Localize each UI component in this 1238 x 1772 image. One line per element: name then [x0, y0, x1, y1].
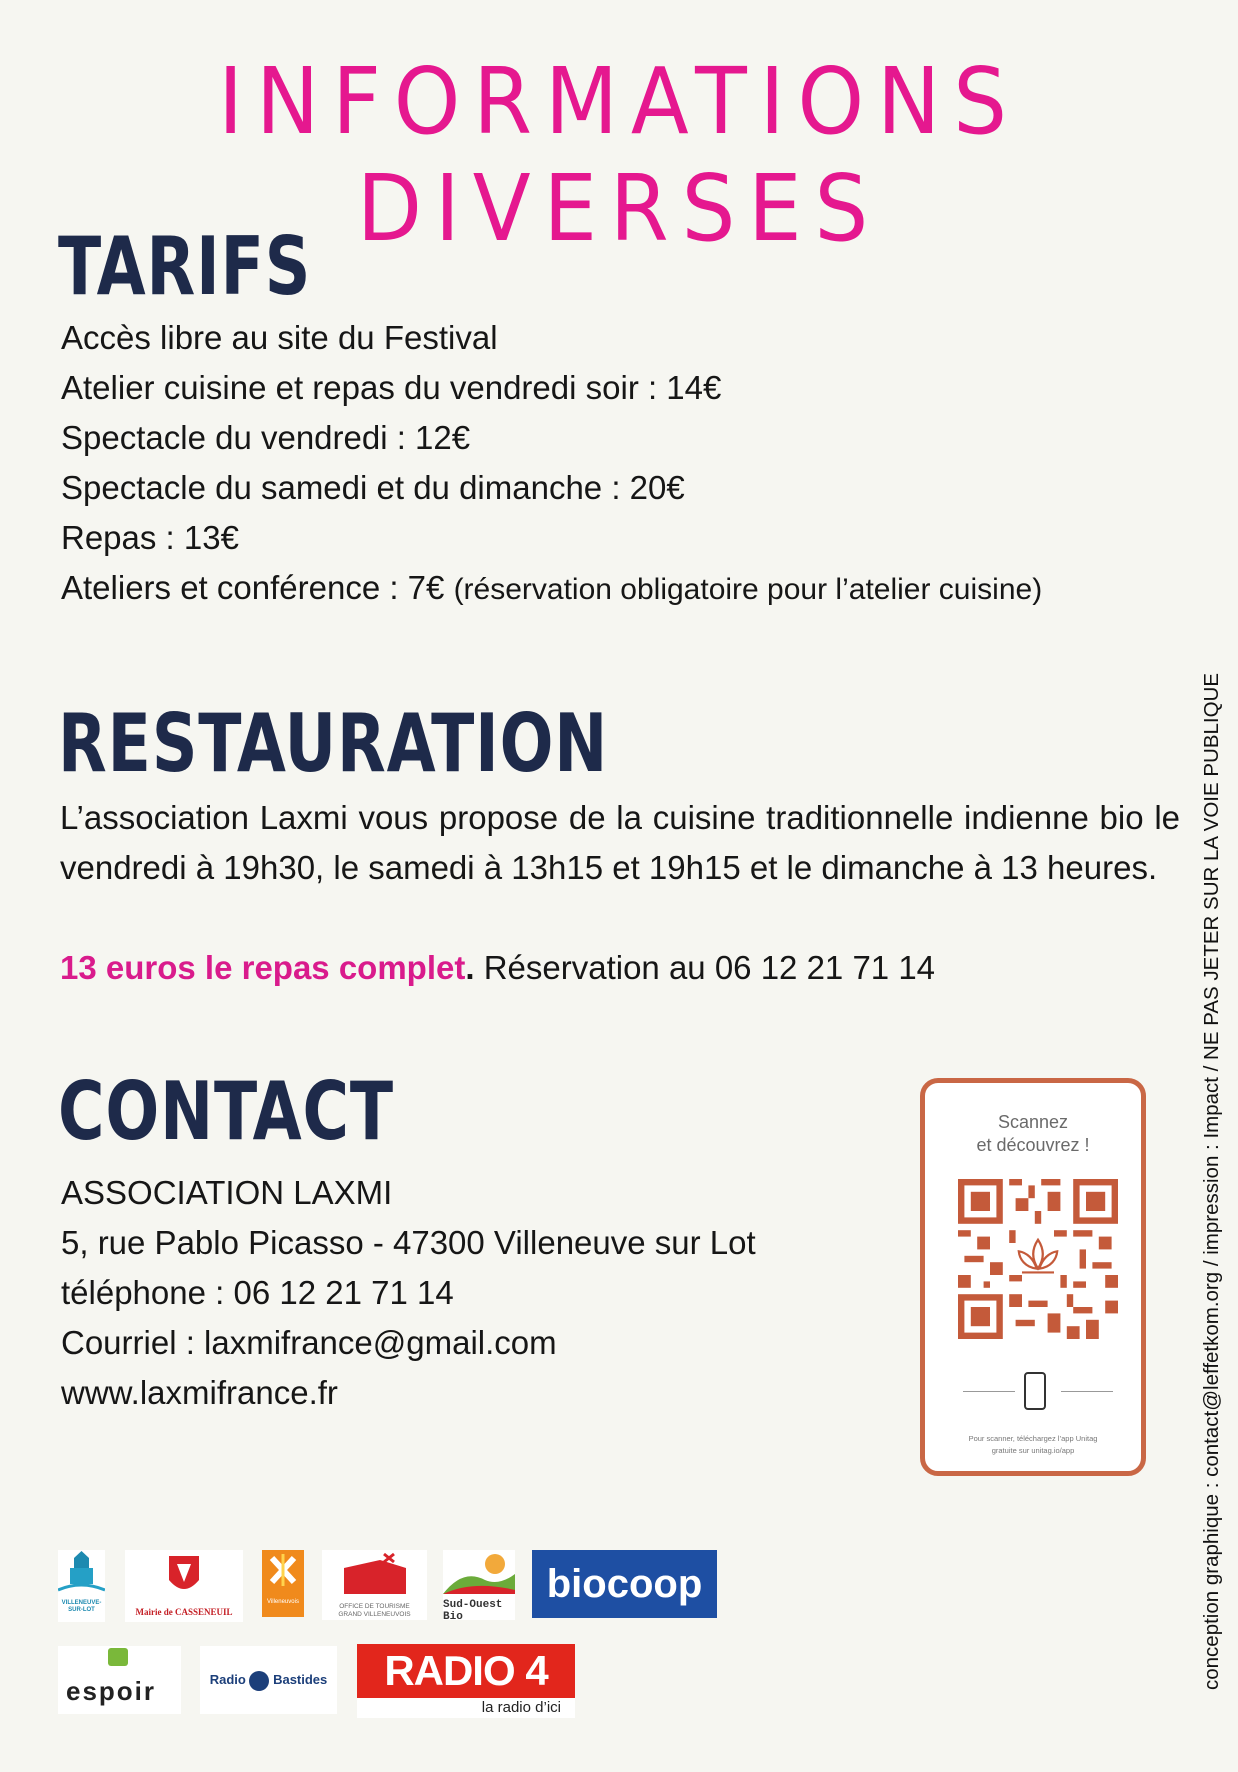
radio-bastides-word: Radio: [209, 1672, 246, 1687]
tarif-line: [61, 563, 1042, 615]
contact-address: 5, rue Pablo Picasso - 47300 Villeneuve sur Lot: [61, 1224, 756, 1261]
grand-villeneuvois-logo: [262, 1550, 304, 1617]
grand-villeneuvois-label: Villeneuvois: [267, 1599, 299, 1605]
contact-heading: CONTACT: [58, 1065, 394, 1158]
tarif-ateliers: Ateliers et conférence : 7€: [61, 569, 445, 606]
qr-card: [920, 1078, 1146, 1476]
price-highlight-end: .: [465, 949, 475, 986]
office-tourisme-label: [322, 1603, 427, 1619]
sud-ouest-bio-logo: [443, 1550, 515, 1620]
landscape-icon: [443, 1550, 515, 1594]
tarifs-list: [61, 313, 1042, 615]
contact-phone: téléphone : 06 12 21 71 14: [61, 1274, 454, 1311]
casseneuil-label: Mairie de CASSENEUIL: [135, 1607, 233, 1617]
tarif-line: Spectacle du vendredi : 12€: [61, 419, 471, 456]
qr-footer: [935, 1433, 1131, 1457]
tarif-line: Spectacle du samedi et du dimanche : 20€: [61, 469, 685, 506]
radio-bastides-word: Bastides: [273, 1672, 328, 1687]
contact-list: [61, 1168, 756, 1418]
radio4-logo: [357, 1644, 575, 1718]
radio-bastides-label: [200, 1646, 337, 1714]
contact-email[interactable]: Courriel : laxmifrance@gmail.com: [61, 1324, 557, 1361]
qr-divider: [1061, 1391, 1113, 1392]
qr-divider: [963, 1391, 1015, 1392]
biocoop-label: biocoop: [546, 1562, 703, 1606]
cross-icon: [262, 1550, 304, 1594]
radio-bastides-logo: [200, 1646, 337, 1714]
tarif-line: Accès libre au site du Festival: [61, 319, 498, 356]
radio4-tagline: la radio d’ici: [481, 1699, 561, 1716]
office-tourisme-logo: [322, 1550, 427, 1620]
tarif-line: Atelier cuisine et repas du vendredi soir : 14€: [61, 369, 722, 406]
credits-vertical: conception graphique : contact@leffetkom.org / impression : Impact / NE PAS JETER SUR LA VOIE PUBLIQUE: [1200, 672, 1223, 1690]
restauration-price: [60, 943, 935, 993]
qr-caption-line: Scannez: [997, 1112, 1069, 1132]
contact-name: ASSOCIATION LAXMI: [61, 1174, 393, 1211]
radio-disc-icon: [249, 1671, 269, 1691]
qr-footer-line: Pour scanner, téléchargez l’app Unitag: [968, 1434, 1098, 1443]
tarif-line: Repas : 13€: [61, 519, 239, 556]
page-title: INFORMATIONS DIVERSES: [218, 48, 1020, 262]
sud-ouest-label: Sud-Ouest Bio: [443, 1599, 503, 1620]
building-icon: [322, 1550, 427, 1598]
radio4-label: RADIO 4: [357, 1644, 575, 1698]
office-tourisme-line: GRAND VILLENEUVOIS: [338, 1611, 411, 1618]
tarifs-heading: TARIFS: [58, 220, 312, 313]
price-highlight: 13 euros le repas complet: [60, 949, 466, 986]
espoir-label: espoir: [66, 1676, 157, 1706]
tarif-note: (réservation obligatoire pour l’atelier cuisine): [453, 573, 1043, 606]
shield-icon: [125, 1550, 243, 1602]
office-tourisme-line: OFFICE DE TOURISME: [339, 1603, 410, 1610]
qr-footer-line: gratuite sur unitag.io/app: [991, 1446, 1075, 1455]
qr-code-icon[interactable]: [958, 1179, 1118, 1339]
qr-caption-line: et découvrez !: [976, 1135, 1090, 1155]
biocoop-logo: [532, 1550, 717, 1618]
villeneuve-logo: [58, 1550, 105, 1622]
restauration-text: L’association Laxmi vous propose de la cuisine traditionnelle indienne bio le vendredi à 19h30, le samedi à 13h15 et 19h15 et le dimanche à 13 heures.: [60, 799, 1180, 886]
villeneuve-label: VILLENEUVE-SUR-LOT: [61, 1600, 102, 1613]
phone-icon: [1024, 1372, 1046, 1410]
espoir-logo: [58, 1646, 181, 1714]
casseneuil-logo: [125, 1550, 243, 1622]
reservation-text: Réservation au 06 12 21 71 14: [474, 949, 936, 986]
qr-caption: [925, 1111, 1141, 1157]
contact-website[interactable]: www.laxmifrance.fr: [61, 1374, 338, 1411]
espoir-mark-icon: [58, 1646, 181, 1672]
tower-icon: [58, 1550, 105, 1595]
restauration-heading: RESTAURATION: [58, 697, 609, 790]
